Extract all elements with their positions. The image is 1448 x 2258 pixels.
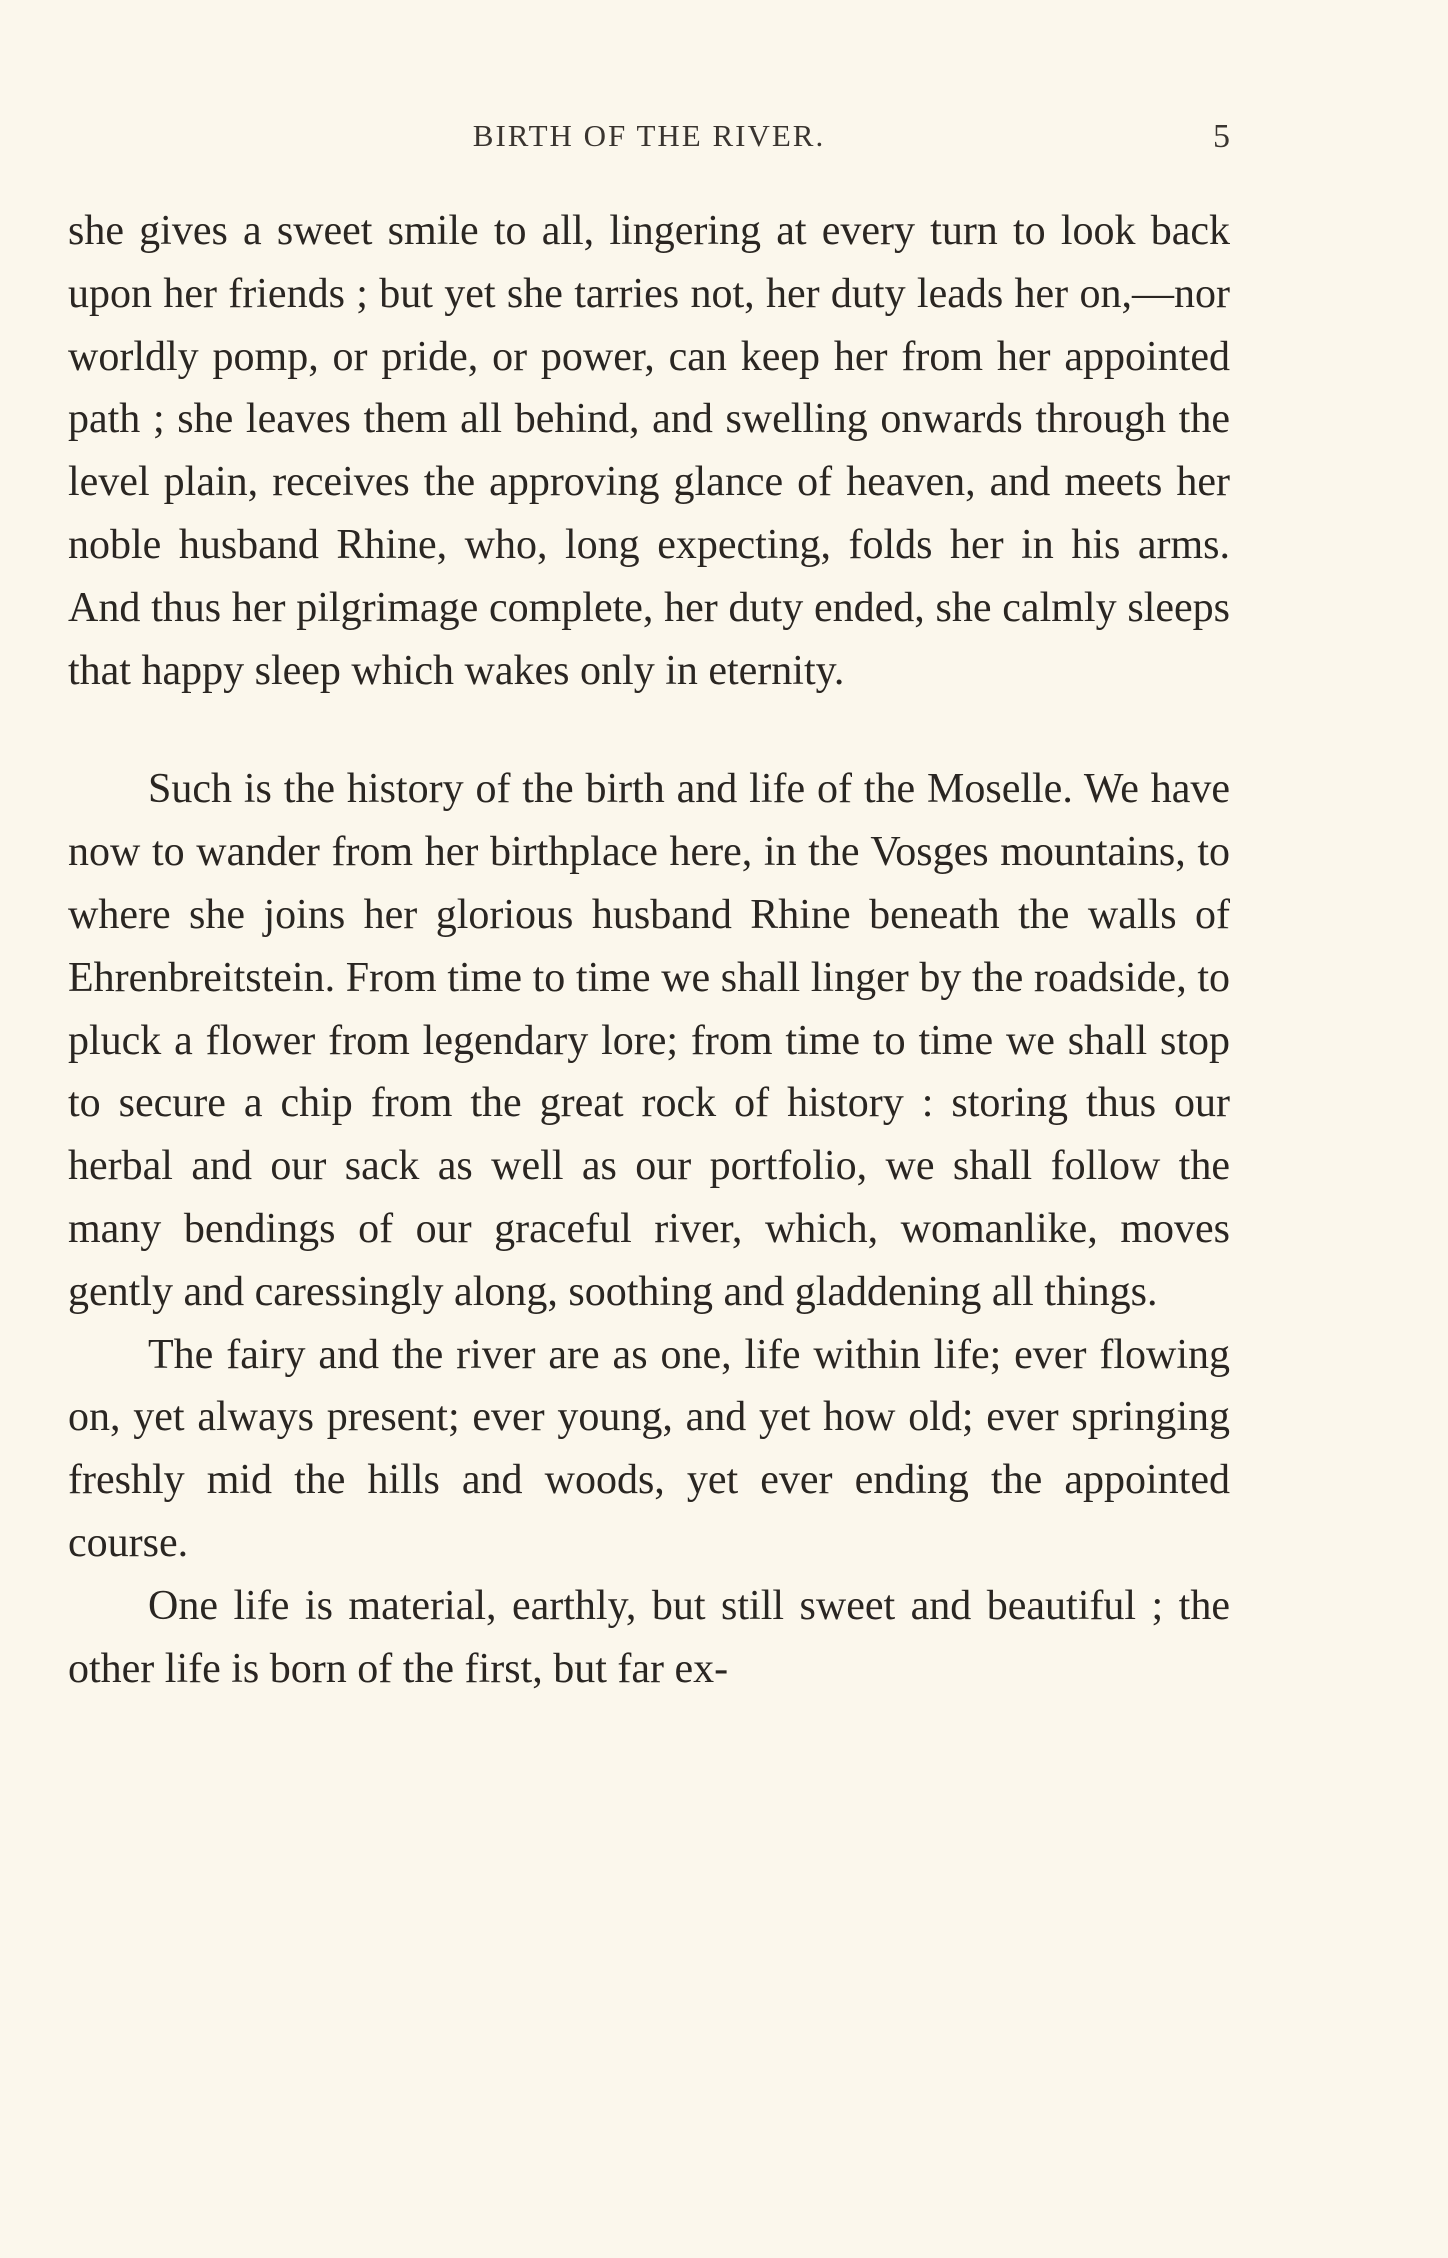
paragraph-continuation: she gives a sweet smile to all, lingering at every turn to look back upon her friends ; but yet she tarries not, her duty leads her on,—nor worldly pomp, or pride, or power, can keep her from her appointed path ; she leaves them all behind, and swelling onwards through the level plain, receives the approving glance of heaven, and meets her noble husband Rhine, who, long expecting, folds her in his arms. And thus her pilgrimage complete, her duty ended, she calmly sleeps that happy sleep which wakes only in eternity.	[68, 208, 1230, 694]
paragraph-one-life: One life is material, earthly, but still sweet and beautiful ; the other life is born of the first, but far ex-	[68, 1582, 1230, 1692]
running-title: BIRTH OF THE RIVER.	[472, 118, 826, 153]
page-number: 5	[1213, 118, 1230, 155]
paragraph-history: Such is the history of the birth and life of the Moselle. We have now to wander from her birthplace here, in the Vosges mountains, to where she joins her glorious husband Rhine beneath the walls of Ehrenbreitstein. From time to time we shall linger by the roadside, to pluck a flower from legendary lore; from time to time we shall stop to secure a chip from the great rock of history : storing thus our herbal and our sack as well as our portfolio, we shall follow the many bendings of our graceful river, which, womanlike, moves gently and caressingly along, soothing and gladdening all things.	[68, 766, 1230, 1315]
body-text	[68, 200, 1230, 1700]
paragraph-fairy: The fairy and the river are as one, life within life; ever flowing on, yet always present; ever young, and yet how old; ever springing freshly mid the hills and woods, yet ever ending the appointed course.	[68, 1331, 1230, 1566]
running-head	[68, 118, 1230, 158]
